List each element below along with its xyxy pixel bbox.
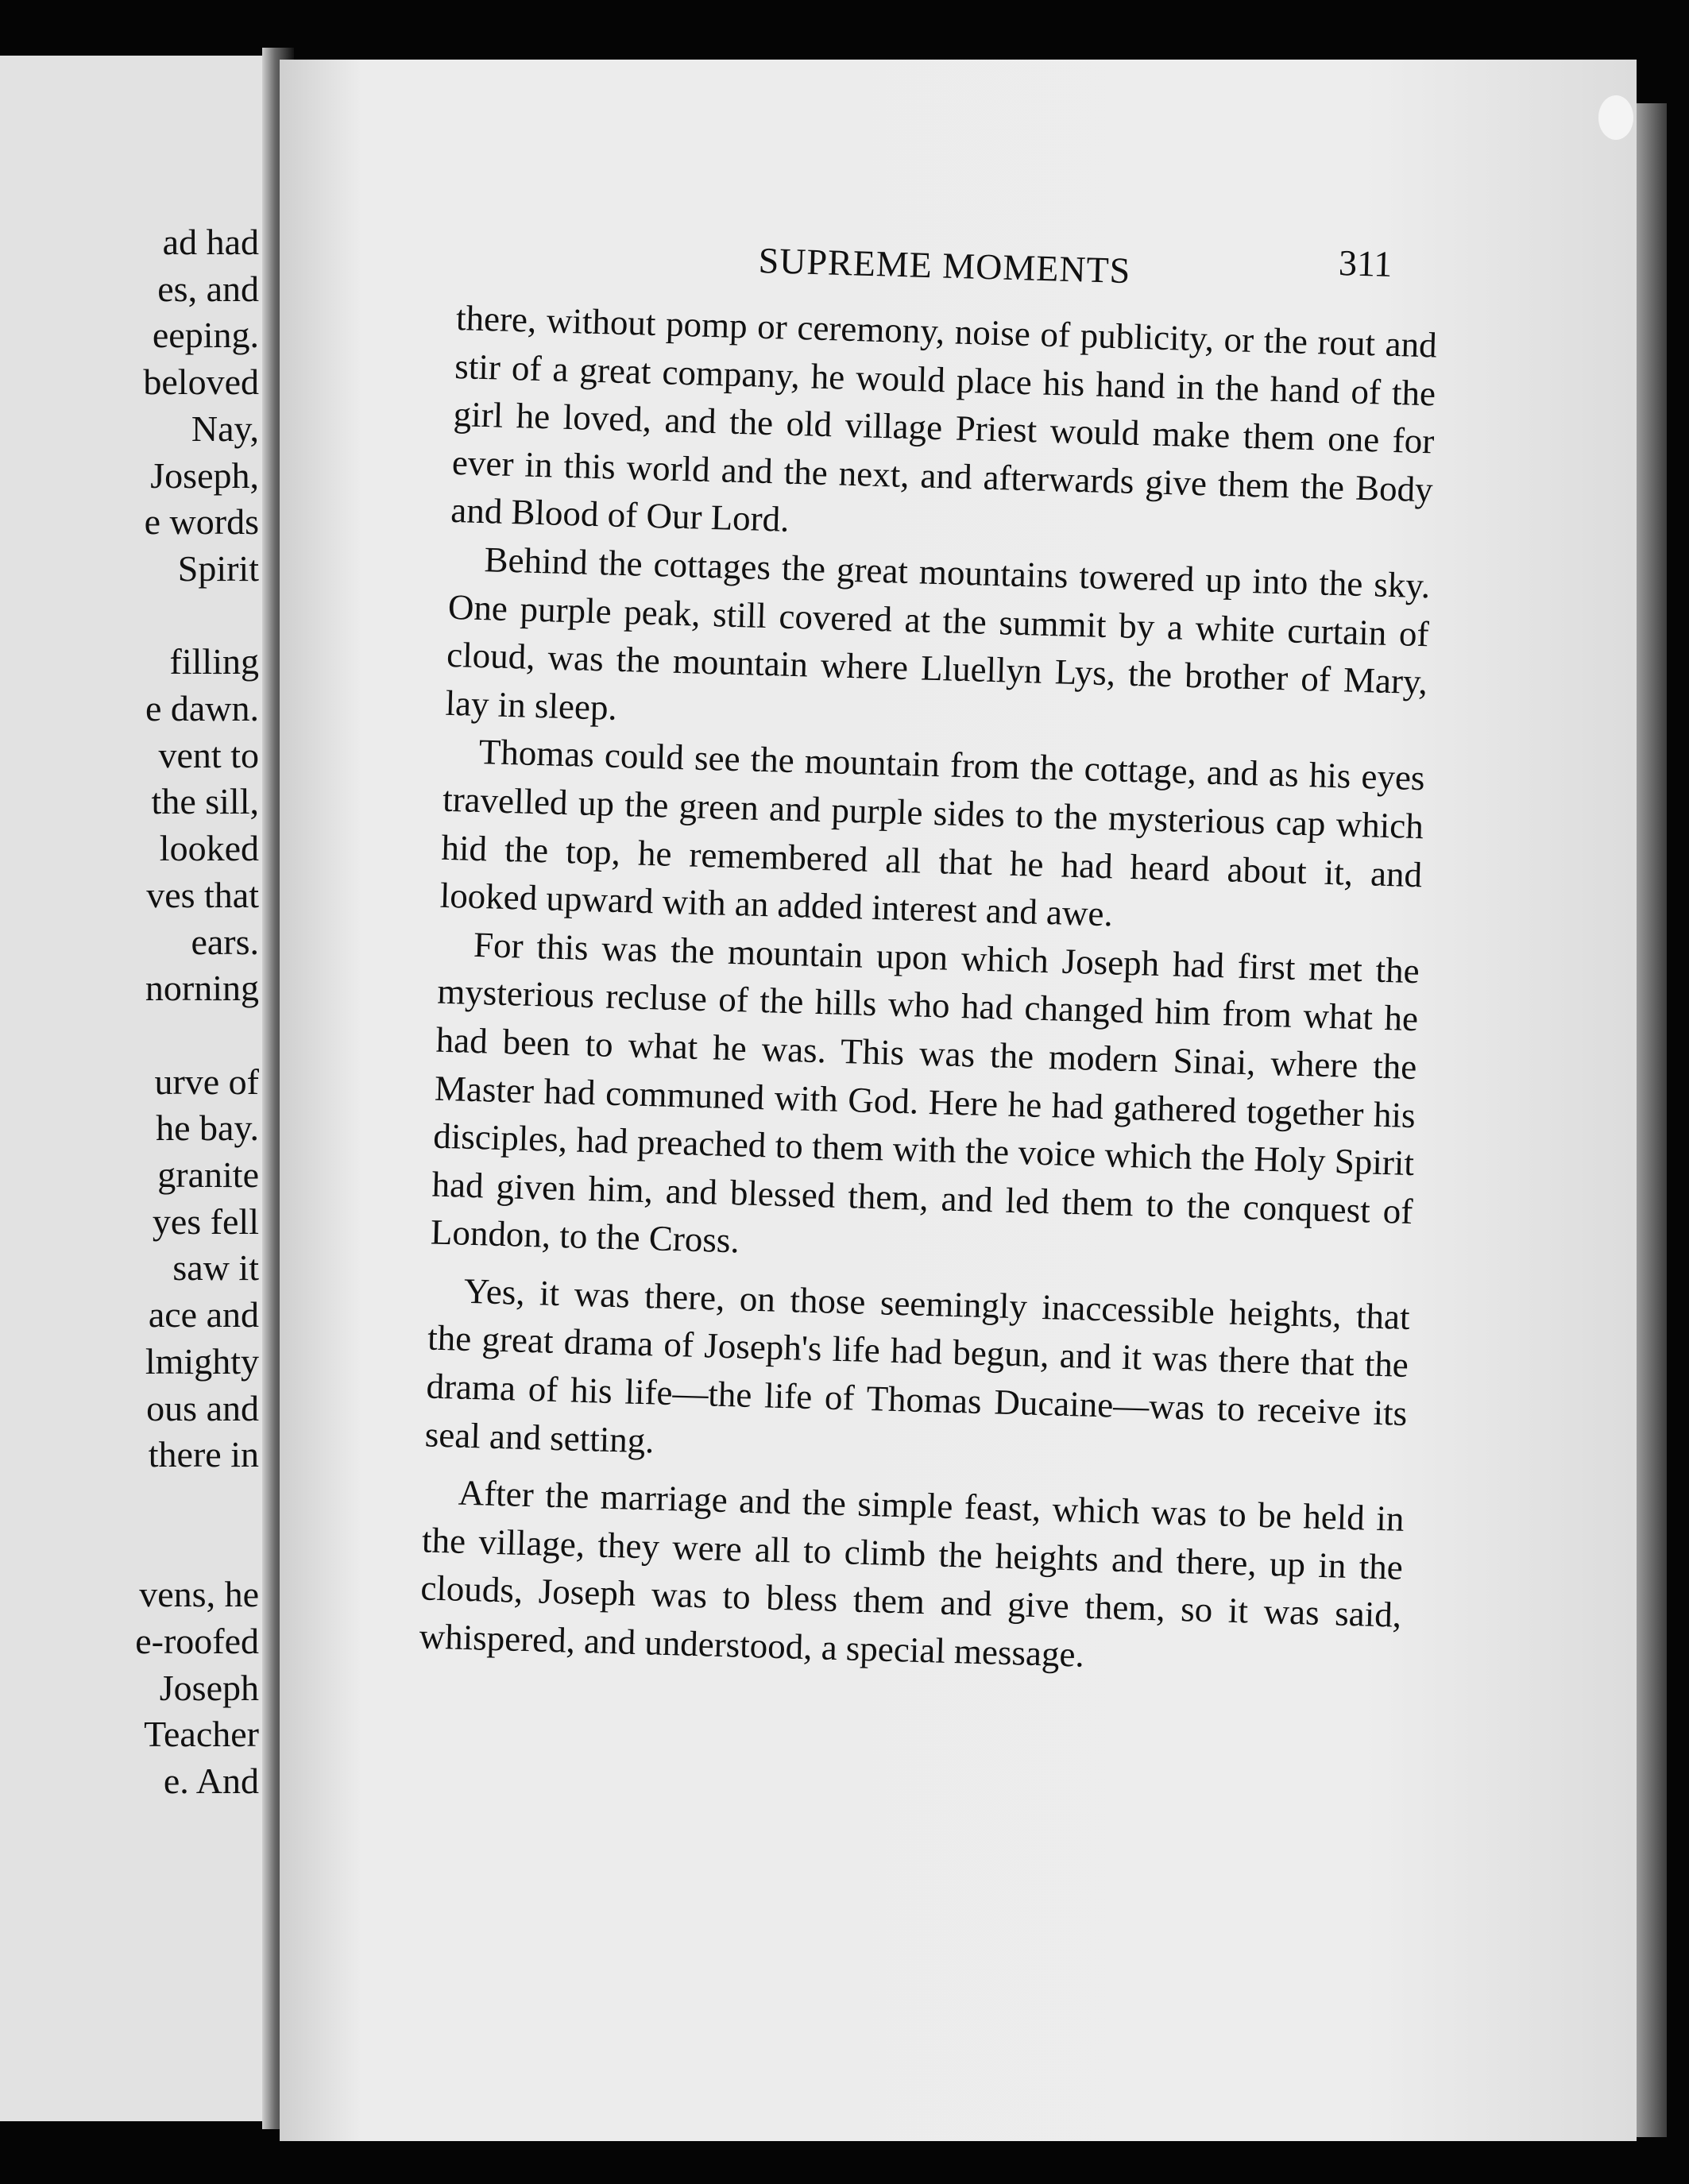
left-page-line: Spirit <box>177 547 259 589</box>
left-page-line: there in <box>148 1434 259 1475</box>
left-page-line: Nay, <box>191 408 259 449</box>
left-page-line: ous and <box>146 1387 259 1428</box>
left-page-line: Teacher <box>144 1714 259 1755</box>
left-page-line: he bay. <box>156 1107 259 1149</box>
left-page-line: vens, he <box>139 1574 259 1615</box>
left-page-line: lmighty <box>145 1340 259 1382</box>
left-page <box>0 56 269 2121</box>
left-page-line: beloved <box>143 361 259 403</box>
left-page-line: saw it <box>172 1247 259 1289</box>
paragraph-5: Yes, it was there, on those seemingly inaccessible heights, that the great drama of Joseph's life had begun, and it was there that the drama of his life—the life of Thomas Ducaine—was to receive its seal and setting. <box>424 1270 1411 1461</box>
left-page-line: ace and <box>148 1294 259 1336</box>
left-page-line: norning <box>145 968 259 1009</box>
paragraph-1: there, without pomp or ceremony, noise of publicity, or the rout and stir of a great company, he would place his hand in the hand of the girl he loved, and the old village Priest would make them one for ever in this world and the next, and afterwards give them the Body and Blood of Our Lord. <box>450 297 1438 540</box>
page-edge <box>1637 103 1667 2137</box>
left-page-line: ad had <box>162 222 259 262</box>
left-page-line: es, and <box>157 268 259 309</box>
left-page-line: e dawn. <box>145 688 259 729</box>
running-head-text: SUPREME MOMENTS <box>758 240 1131 292</box>
left-page-line: yes fell <box>152 1200 259 1242</box>
page-blot <box>1598 95 1633 140</box>
left-page-line: eeping. <box>152 315 259 356</box>
left-page-line: ears. <box>191 921 259 962</box>
paragraph-6: After the marriage and the simple feast, which was to be held in the village, they were all to climb the heights and there, up in the clouds, Joseph was to bless them and give them, so it was said, whispered, and understood, a special message. <box>419 1472 1405 1675</box>
left-page-line: e. And <box>163 1761 259 1802</box>
left-page-line: vent to <box>158 734 259 775</box>
body-text <box>419 294 1438 1687</box>
left-page-line: Joseph <box>159 1667 259 1708</box>
left-page-line: e words <box>144 501 259 543</box>
left-page-line: e-roofed <box>135 1621 259 1661</box>
paragraph-2: Behind the cottages the great mountains towered up into the sky. One purple peak, still covered at the summit by a white curtain of cloud, was the mountain where Lluellyn Lys, the brother of Mary, lay in sleep. <box>444 539 1431 728</box>
paragraph-4: For this was the mountain upon which Joseph had first met the mysterious recluse of the hills who had changed him from what he had been to what he was. This was the modern Sinai, where the Master had communed with God. Here he had gathered together his disciples, had preached to them with the voice which the Holy Spirit had given him, and blessed them, and led them to the conquest of London, to the Cross. <box>430 924 1420 1261</box>
left-page-line: filling <box>169 641 259 682</box>
left-page-line: granite <box>157 1154 259 1195</box>
page-number: 311 <box>1338 242 1393 284</box>
left-page-line: ves that <box>146 874 259 915</box>
left-page-line: Joseph, <box>150 454 259 496</box>
left-page-line: looked <box>159 828 259 869</box>
paragraph-3: Thomas could see the mountain from the cottage, and as his eyes travelled up the green and purple sides to the mysterious cap which hid the top, he remembered all that he had heard about it, and looked upward with an added interest and awe. <box>439 732 1426 934</box>
left-page-line: urve of <box>154 1061 259 1102</box>
left-page-line: the sill, <box>151 781 259 822</box>
